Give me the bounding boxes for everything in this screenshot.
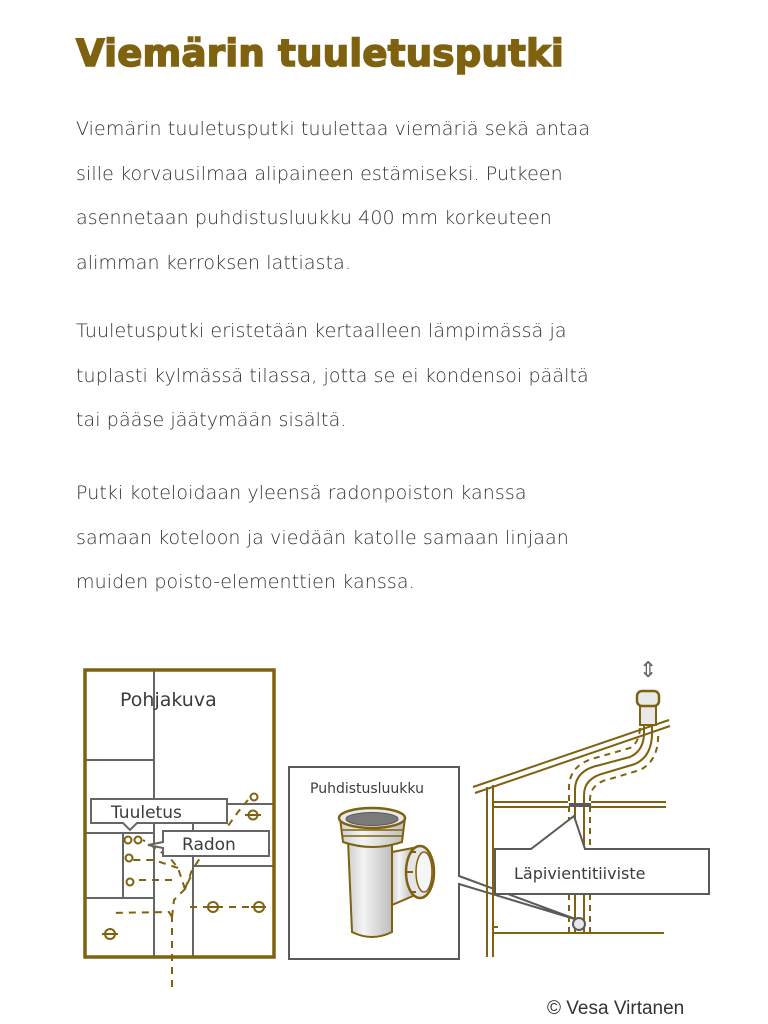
- page-title: Viemärin tuuletusputki: [76, 32, 565, 75]
- radon-label: Radon: [182, 835, 236, 855]
- paragraph-line: Putki koteloidaan yleensä radonpoiston kanssa: [76, 482, 527, 504]
- paragraph-line: samaan koteloon ja viedään katolle samaan linjaan: [76, 526, 569, 549]
- paragraph-line: alimman kerroksen lattiasta.: [76, 251, 352, 274]
- copyright: © Vesa Virtanen: [547, 998, 685, 1019]
- paragraph-line: muiden poisto-elementtien kanssa.: [76, 571, 415, 593]
- cleanout-marker: [573, 918, 585, 930]
- floorplan-label: Pohjakuva: [120, 689, 217, 711]
- vent-pipe-diagram: [0, 640, 768, 990]
- up-down-arrow-icon: ⇕: [639, 658, 658, 683]
- paragraph-line: tai pääse jäätymään sisältä.: [76, 409, 347, 431]
- vent-cap: [637, 691, 659, 725]
- paragraph-line: sille korvausilmaa alipaineen estämiseksi. Putkeen: [76, 162, 563, 185]
- cleanout-label: Puhdistusluukku: [310, 781, 424, 797]
- paragraph-2: [76, 309, 716, 443]
- paragraph-line: Tuuletusputki eristetään kertaalleen lämpimässä ja: [76, 320, 567, 342]
- paragraph-1: [76, 107, 716, 285]
- paragraph-line: Viemärin tuuletusputki tuulettaa viemäriä sekä antaa: [76, 118, 591, 140]
- tuuletus-label: Tuuletus: [111, 803, 182, 823]
- seal-label: Läpivientitiiviste: [514, 864, 646, 883]
- floor-plan: [85, 670, 274, 990]
- paragraph-line: asennetaan puhdistusluukku 400 mm korkeuteen: [76, 207, 552, 229]
- paragraph-3: [76, 471, 716, 605]
- paragraph-line: tuplasti kylmässä tilassa, jotta se ei kondensoi päältä: [76, 364, 589, 387]
